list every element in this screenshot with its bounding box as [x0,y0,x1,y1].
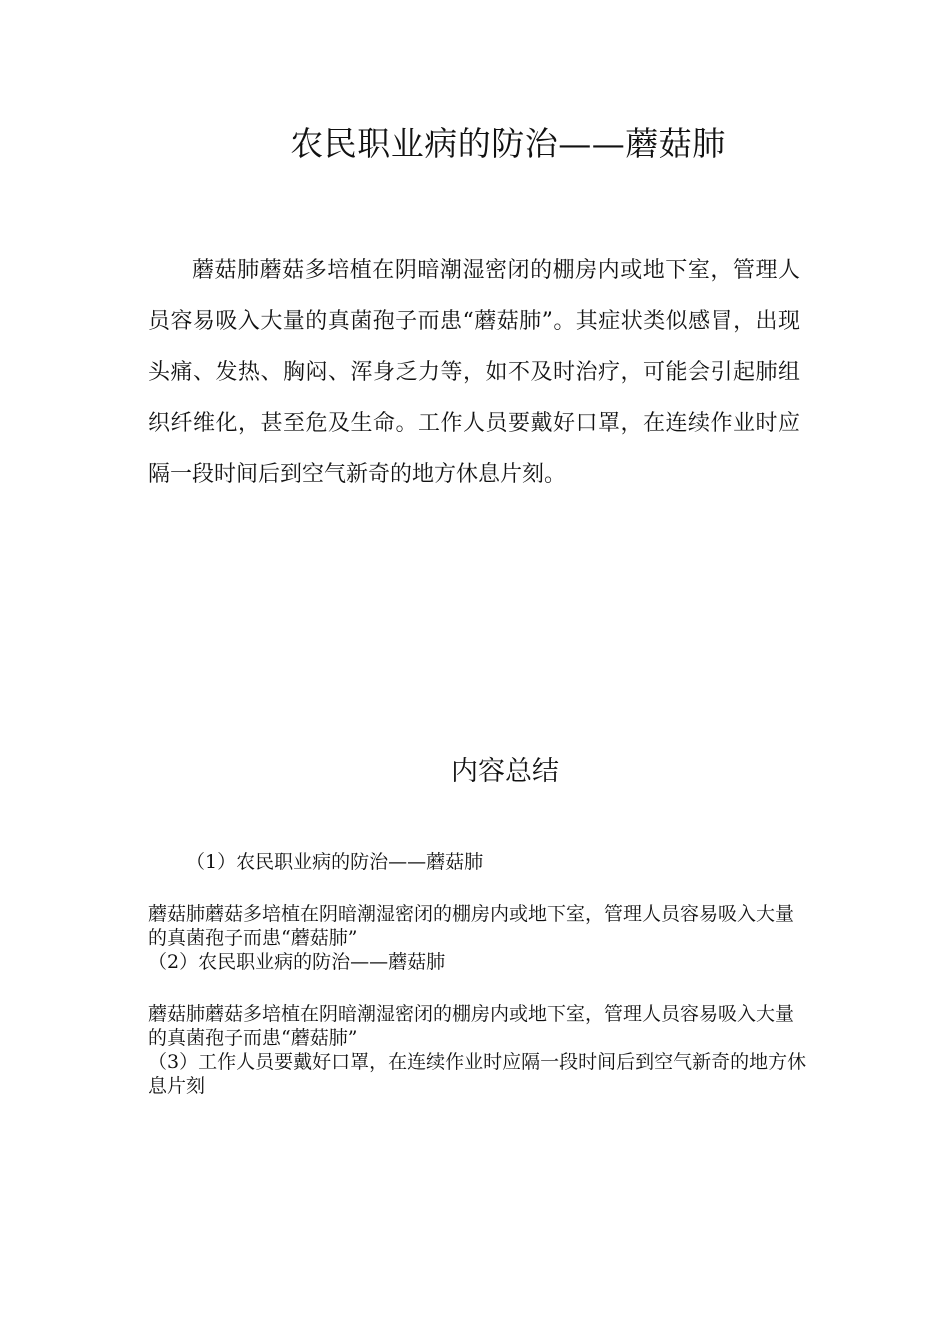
body-paragraph: 蘑菇肺蘑菇多培植在阴暗潮湿密闭的棚房内或地下室，管理人员容易吸入大量的真菌孢子而患“蘑菇肺”。其症状类似感冒，出现头痛、发热、胸闷、浑身乏力等，如不及时治疗，可能会引起肺组织纤维化，甚至危及生命。工作人员要戴好口罩，在连续作业时应隔一段时间后到空气新奇的地方休息片刻。 [148,258,800,487]
summary-item-1-title: （1）农民职业病的防治——蘑菇肺 [186,851,484,873]
summary-heading: 内容总结 [451,756,559,787]
summary-item-3-title: （3）工作人员要戴好口罩，在连续作业时应隔一段时间后到空气新奇的地方休息片刻 [148,1051,807,1097]
summary-list [148,850,808,1098]
summary-item-2-title: （2）农民职业病的防治——蘑菇肺 [148,951,446,973]
summary-item-1-text: 蘑菇肺蘑菇多培植在阴暗潮湿密闭的棚房内或地下室，管理人员容易吸入大量的真菌孢子而患“蘑菇肺” [148,903,795,949]
page-title: 农民职业病的防治——蘑菇肺 [290,124,726,163]
summary-item-2-text: 蘑菇肺蘑菇多培植在阴暗潮湿密闭的棚房内或地下室，管理人员容易吸入大量的真菌孢子而患“蘑菇肺” [148,1003,795,1049]
